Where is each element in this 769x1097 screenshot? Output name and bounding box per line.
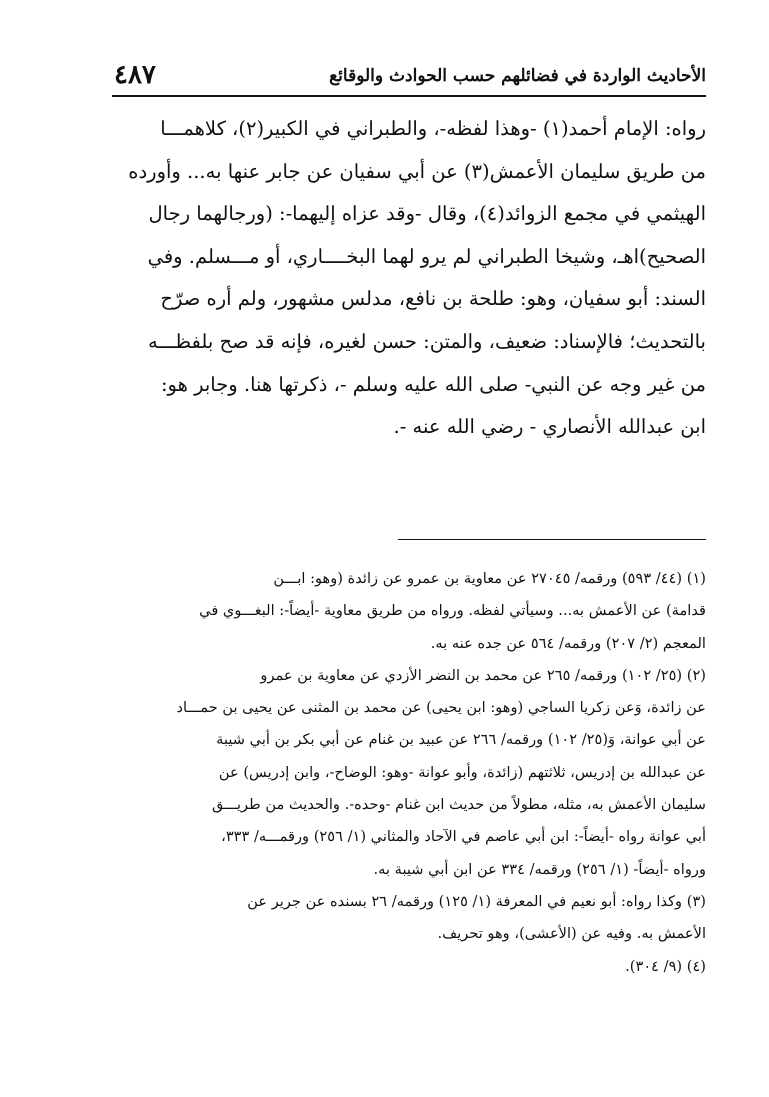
footnote-line: (٣) وكذا رواه: أبو نعيم في المعرفة (١/ ١٢٥) ورقمه/ ٢٦ بسنده عن جرير عن — [247, 892, 706, 910]
text-line: الهيثمي في مجمع الزوائد(٤)، وقال -وقد عزاه إليهما-: (ورجالهما رجال — [148, 202, 706, 226]
main-text — [112, 108, 706, 449]
header-rule — [112, 95, 706, 97]
footnote-line: قدامة) عن الأعمش به... وسيأتي لفظه. ورواه من طريق معاوية -أيضاً-: البغـــوي في — [199, 602, 706, 620]
footnote-line: عن زائدة، وَعن زكريا الساجي (وهو: ابن يحيى) عن محمد بن المثنى عن يحيى بن حمـــاد — [176, 699, 706, 717]
text-line: رواه: الإمام أحمد(١) -وهذا لفظه-، والطبراني في الكبير(٢)، كلاهمـــا — [160, 117, 706, 140]
text-line: ابن عبدالله الأنصاري - رضي الله عنه -. — [393, 415, 706, 439]
footnote-line: عن عبدالله بن إدريس، ثلاثتهم (زائدة، وأبو عوانة -وهو: الوضاح-، وابن إدريس) عن — [218, 763, 706, 781]
footnote-line: أبي عوانة رواه -أيضاً-: ابن أبي عاصم في الآحاد والمثاني (١/ ٢٥٦) ورقمـــه/ ٣٣٣، — [221, 828, 706, 846]
footnote-line: (٤) (٩/ ٣٠٤). — [625, 957, 706, 975]
text-line: من طريق سليمان الأعمش(٣) عن أبي سفيان عن جابر عنها به... وأورده — [128, 159, 706, 183]
footnote-separator — [398, 539, 706, 540]
text-line: السند: أبو سفيان، وهو: طلحة بن نافع، مدلس مشهور، ولم أره صرّح — [160, 287, 706, 311]
text-line: بالتحديث؛ فالإسناد: ضعيف، والمتن: حسن لغيره، فإنه قد صح بلفظـــه — [147, 329, 706, 353]
footnote-line: الأعمش به. وفيه عن (الأعشى)، وهو تحريف. — [437, 925, 706, 943]
footnote-line: عن أبي عوانة، وَ(٢٥/ ١٠٢) ورقمه/ ٢٦٦ عن عبيد بن غنام عن أبي بكر بن أبي شيبة — [216, 731, 706, 749]
footnote-line: المعجم (٢/ ٢٠٧) ورقمه/ ٥٦٤ عن جده عنه به. — [430, 634, 706, 652]
footnote-line: (٢) (٢٥/ ١٠٢) ورقمه/ ٢٦٥ عن محمد بن النضر الأزدي عن معاوية بن عمرو — [260, 666, 706, 684]
footnote-line: ورواه -أيضاً- (١/ ٢٥٦) ورقمه/ ٣٣٤ عن ابن أبي شيبة به. — [373, 860, 706, 878]
page-number: ٤٨٧ — [114, 60, 156, 90]
page-header — [112, 62, 706, 96]
footnotes — [112, 563, 706, 983]
text-line: من غير وجه عن النبي- صلى الله عليه وسلم -، ذكرتها هنا. وجابر هو: — [160, 372, 706, 396]
footnote-line: سليمان الأعمش به، مثله، مطولاً من حديث ابن غنام -وحده-. والحديث من طريـــق — [212, 796, 706, 814]
running-title: الأحاديث الواردة في فضائلهم حسب الحوادث والوقائع — [329, 66, 706, 86]
text-line: الصحيح)اهـ، وشيخا الطبراني لم يرو لهما البخــــاري، أو مـــسلم. وفي — [147, 244, 706, 268]
footnote-line: (١) (٤٤/ ٥٩٣) ورقمه/ ٢٧٠٤٥ عن معاوية بن عمرو عن زائدة (وهو: ابـــن — [273, 570, 706, 587]
